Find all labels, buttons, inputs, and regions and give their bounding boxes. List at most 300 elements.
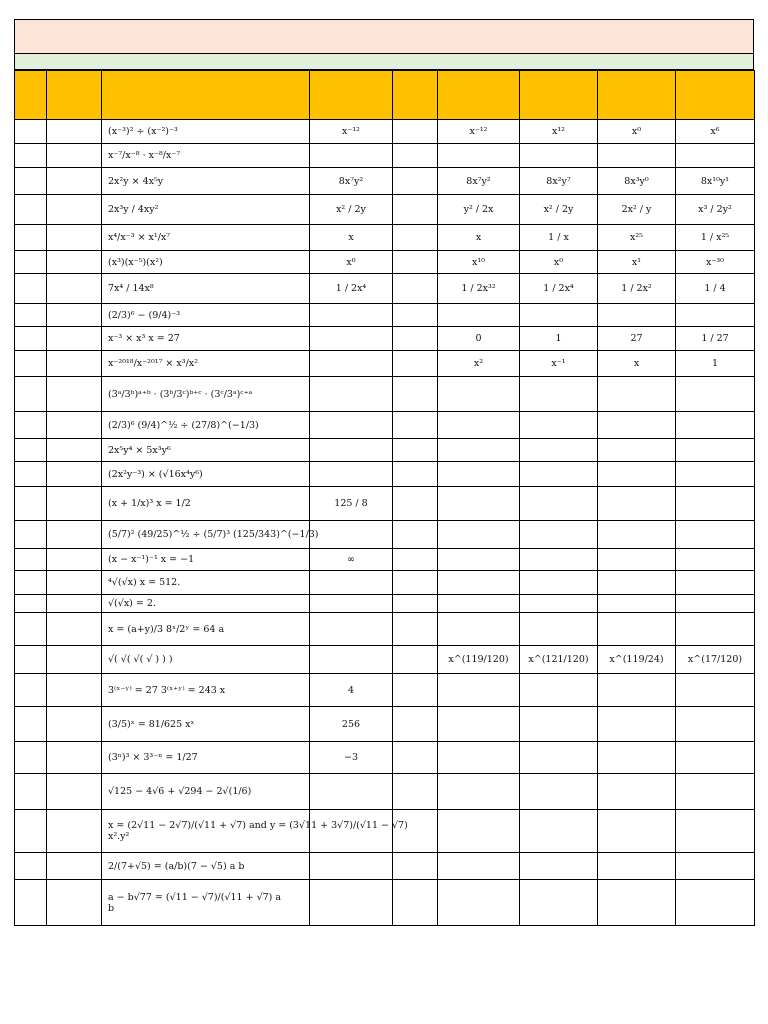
- answer-cell: [310, 571, 393, 595]
- option-c-cell: [598, 521, 676, 549]
- question-cell: [102, 595, 310, 613]
- table-row: [15, 742, 755, 774]
- option-b-cell: [520, 742, 598, 774]
- question-cell: [102, 571, 310, 595]
- option-a-cell: [438, 613, 520, 646]
- option-a-cell: [438, 707, 520, 742]
- blank-cell: [393, 195, 438, 225]
- option-c-cell: [598, 853, 676, 880]
- question-text: √( √( √( √ ) ) ): [108, 654, 173, 665]
- option-a-cell: [438, 377, 520, 412]
- option-a-cell: [438, 462, 520, 487]
- table-row: [15, 853, 755, 880]
- serial-cell: [15, 613, 47, 646]
- question-cell: [102, 521, 319, 549]
- option-b-cell: [520, 707, 598, 742]
- question-text: x = (2√11 − 2√7)/(√11 + √7) and y = (3√11 + 3√7)/(√11 − √7): [108, 820, 408, 831]
- serial-cell: [15, 774, 47, 810]
- option-a-cell: [438, 412, 520, 439]
- question-text: 3⁽ˣ⁻ʸ⁾ = 27 3⁽ˣ⁺ʸ⁾ = 243 x: [108, 684, 226, 696]
- serial-cell: [15, 327, 47, 351]
- option-d-cell: [676, 549, 755, 571]
- question-text: 2x²y × 4x⁵y: [108, 175, 164, 187]
- option-d-cell: 1: [676, 351, 755, 377]
- blank-cell: [47, 377, 102, 412]
- blank-cell: [47, 613, 102, 646]
- blank-cell: [47, 439, 102, 462]
- option-d-cell: [676, 439, 755, 462]
- option-a-cell: 1 / 2x³²: [438, 274, 520, 304]
- option-b-cell: [520, 377, 598, 412]
- blank-cell: [47, 195, 102, 225]
- option-a-cell: [438, 439, 520, 462]
- blank-cell: [393, 742, 438, 774]
- option-c-cell: [598, 880, 676, 926]
- question-cell: [102, 487, 310, 521]
- question-cell: [102, 439, 310, 462]
- option-a-cell: x^(119/120): [438, 646, 520, 674]
- question-cell: [102, 274, 310, 304]
- question-text: (x + 1/x)³ x = 1/2: [108, 498, 191, 509]
- serial-cell: [15, 195, 47, 225]
- option-d-cell: [676, 853, 755, 880]
- serial-cell: [15, 225, 47, 251]
- header-cell: [676, 71, 755, 120]
- serial-cell: [15, 304, 47, 327]
- option-b-cell: [520, 549, 598, 571]
- header-row: [15, 71, 755, 120]
- table-row: [15, 251, 755, 274]
- blank-cell: [393, 251, 438, 274]
- option-b-cell: [520, 521, 598, 549]
- blank-cell: [47, 462, 102, 487]
- option-c-cell: [598, 462, 676, 487]
- serial-cell: [15, 595, 47, 613]
- answer-cell: 1 / 2x⁴: [310, 274, 393, 304]
- table-row: [15, 707, 755, 742]
- option-c-cell: [598, 742, 676, 774]
- option-b-cell: x^(121/120): [520, 646, 598, 674]
- serial-cell: [15, 487, 47, 521]
- header-cell: [310, 71, 393, 120]
- option-c-cell: x⁰: [598, 120, 676, 144]
- answer-cell: [310, 304, 393, 327]
- option-a-cell: [438, 595, 520, 613]
- serial-cell: [15, 274, 47, 304]
- option-d-cell: 8x¹⁰y¹: [676, 168, 755, 195]
- question-cell: [102, 377, 310, 412]
- header-cell: [598, 71, 676, 120]
- serial-cell: [15, 810, 47, 853]
- table-row: [15, 613, 755, 646]
- blank-cell: [47, 120, 102, 144]
- answer-cell: [310, 439, 393, 462]
- option-b-cell: [520, 571, 598, 595]
- blank-cell: [393, 439, 438, 462]
- table-row: [15, 377, 755, 412]
- option-c-cell: x^(119/24): [598, 646, 676, 674]
- option-a-cell: [438, 144, 520, 168]
- option-d-cell: [676, 880, 755, 926]
- blank-cell: [393, 774, 438, 810]
- question-cell: [102, 304, 310, 327]
- serial-cell: [15, 251, 47, 274]
- option-a-cell: [438, 521, 520, 549]
- option-a-cell: 0: [438, 327, 520, 351]
- option-a-cell: [438, 742, 520, 774]
- option-d-cell: [676, 521, 755, 549]
- question-cell: [102, 462, 310, 487]
- blank-cell: [47, 274, 102, 304]
- blank-cell: [393, 707, 438, 742]
- blank-cell: [393, 304, 438, 327]
- answer-cell: [310, 144, 393, 168]
- table-row: [15, 195, 755, 225]
- table-row: [15, 549, 755, 571]
- question-text: √(√x) = 2.: [108, 598, 156, 609]
- option-a-cell: [438, 487, 520, 521]
- serial-cell: [15, 439, 47, 462]
- option-d-cell: [676, 412, 755, 439]
- table-row: [15, 521, 755, 549]
- option-a-cell: [438, 774, 520, 810]
- answer-cell: [310, 327, 393, 351]
- answer-cell: [310, 810, 393, 853]
- table-row: [15, 810, 755, 853]
- answer-cell: −3: [310, 742, 393, 774]
- question-cell: [102, 880, 310, 926]
- option-a-cell: [438, 810, 520, 853]
- blank-cell: [47, 810, 102, 853]
- question-cell: [102, 674, 310, 707]
- option-d-cell: [676, 674, 755, 707]
- serial-cell: [15, 462, 47, 487]
- option-d-cell: [676, 462, 755, 487]
- question-text: 2/(7+√5) = (a/b)(7 − √5) a b: [108, 860, 245, 872]
- option-b-cell: [520, 462, 598, 487]
- option-d-cell: [676, 810, 755, 853]
- answer-cell: [310, 351, 393, 377]
- title-band: [14, 19, 754, 54]
- question-text: (x³)(x⁻⁵)(x²): [108, 256, 163, 268]
- answer-cell: [310, 880, 393, 926]
- table-row: [15, 439, 755, 462]
- option-c-cell: [598, 304, 676, 327]
- option-b-cell: [520, 412, 598, 439]
- blank-cell: [47, 853, 102, 880]
- option-b-cell: 1: [520, 327, 598, 351]
- table-row: [15, 120, 755, 144]
- blank-cell: [47, 304, 102, 327]
- answer-cell: x² / 2y: [310, 195, 393, 225]
- option-d-cell: [676, 595, 755, 613]
- question-cell: [102, 742, 310, 774]
- question-text: (x − x⁻¹)⁻¹ x = −1: [108, 554, 195, 565]
- header-cell: [393, 71, 438, 120]
- blank-cell: [47, 571, 102, 595]
- answer-cell: [310, 595, 393, 613]
- option-b-cell: [520, 487, 598, 521]
- serial-cell: [15, 168, 47, 195]
- option-c-cell: [598, 810, 676, 853]
- table-row: [15, 274, 755, 304]
- option-d-cell: [676, 377, 755, 412]
- answer-cell: [310, 613, 393, 646]
- option-c-cell: [598, 595, 676, 613]
- question-text-line2: x².y²: [108, 831, 130, 842]
- option-c-cell: [598, 571, 676, 595]
- option-c-cell: [598, 707, 676, 742]
- option-c-cell: [598, 774, 676, 810]
- serial-cell: [15, 377, 47, 412]
- question-cell: [102, 412, 310, 439]
- option-a-cell: [438, 880, 520, 926]
- question-cell: [102, 195, 310, 225]
- question-text: 2x⁵y⁴ × 5x³y⁶: [108, 444, 171, 456]
- serial-cell: [15, 880, 47, 926]
- option-c-cell: x: [598, 351, 676, 377]
- blank-cell: [47, 168, 102, 195]
- option-b-cell: 1 / 2x⁴: [520, 274, 598, 304]
- option-a-cell: [438, 571, 520, 595]
- question-text: √125 − 4√6 + √294 − 2√(1/6): [108, 786, 252, 797]
- blank-cell: [393, 674, 438, 707]
- answer-cell: 125 / 8: [310, 487, 393, 521]
- option-c-cell: 8x³y⁰: [598, 168, 676, 195]
- serial-cell: [15, 853, 47, 880]
- option-c-cell: [598, 674, 676, 707]
- question-cell: [102, 853, 310, 880]
- blank-cell: [393, 880, 438, 926]
- option-a-cell: 8x⁷y²: [438, 168, 520, 195]
- option-a-cell: x: [438, 225, 520, 251]
- option-b-cell: [520, 304, 598, 327]
- option-d-cell: [676, 304, 755, 327]
- option-b-cell: [520, 880, 598, 926]
- blank-cell: [393, 377, 438, 412]
- option-c-cell: [598, 487, 676, 521]
- question-cell: [102, 168, 310, 195]
- option-a-cell: [438, 549, 520, 571]
- question-cell: [102, 774, 310, 810]
- option-c-cell: 1 / 2x²: [598, 274, 676, 304]
- table-row: [15, 571, 755, 595]
- serial-cell: [15, 742, 47, 774]
- answer-cell: [310, 462, 393, 487]
- question-text: (2x²y⁻³) × (√16x⁴y⁶): [108, 468, 203, 480]
- option-a-cell: x⁻¹²: [438, 120, 520, 144]
- serial-cell: [15, 571, 47, 595]
- question-text: ⁴√(√x) x = 512.: [108, 577, 181, 588]
- blank-cell: [393, 853, 438, 880]
- exponents-table: [14, 70, 755, 926]
- option-d-cell: [676, 487, 755, 521]
- option-d-cell: [676, 144, 755, 168]
- blank-cell: [393, 810, 438, 853]
- option-c-cell: x²⁵: [598, 225, 676, 251]
- serial-cell: [15, 521, 47, 549]
- option-c-cell: [598, 613, 676, 646]
- header-cell: [15, 71, 47, 120]
- blank-cell: [393, 487, 438, 521]
- option-d-cell: 1 / 27: [676, 327, 755, 351]
- option-b-cell: [520, 144, 598, 168]
- blank-cell: [47, 646, 102, 674]
- option-d-cell: [676, 707, 755, 742]
- option-b-cell: 1 / x: [520, 225, 598, 251]
- option-b-cell: x⁰: [520, 251, 598, 274]
- answer-cell: ∞: [310, 549, 393, 571]
- blank-cell: [47, 707, 102, 742]
- question-cell: [102, 327, 310, 351]
- blank-cell: [47, 327, 102, 351]
- option-c-cell: [598, 377, 676, 412]
- question-text: x⁴/x⁻³ × x¹/x⁷: [108, 232, 171, 243]
- option-b-cell: [520, 674, 598, 707]
- question-text: 2x³y / 4xy²: [108, 204, 159, 215]
- header-cell: [102, 71, 310, 120]
- table-row: [15, 880, 755, 926]
- option-a-cell: y² / 2x: [438, 195, 520, 225]
- blank-cell: [393, 144, 438, 168]
- blank-cell: [393, 225, 438, 251]
- question-text: (5/7)² (49/25)^½ ÷ (5/7)³ (125/343)^(−1/3): [108, 529, 319, 540]
- header-cell: [438, 71, 520, 120]
- question-text: (x⁻³)² ÷ (x⁻²)⁻³: [108, 126, 178, 137]
- question-text: x⁻³ × x³ x = 27: [108, 333, 180, 344]
- option-b-cell: [520, 853, 598, 880]
- option-b-cell: [520, 774, 598, 810]
- serial-cell: [15, 351, 47, 377]
- blank-cell: [393, 613, 438, 646]
- option-a-cell: [438, 304, 520, 327]
- option-d-cell: x^(17/120): [676, 646, 755, 674]
- option-d-cell: x³ / 2y²: [676, 195, 755, 225]
- answer-cell: [310, 646, 393, 674]
- blank-cell: [47, 251, 102, 274]
- option-a-cell: [438, 853, 520, 880]
- serial-cell: [15, 707, 47, 742]
- option-b-cell: [520, 595, 598, 613]
- option-c-cell: x¹: [598, 251, 676, 274]
- option-a-cell: x¹⁰: [438, 251, 520, 274]
- option-a-cell: [438, 674, 520, 707]
- answer-cell: [310, 853, 393, 880]
- question-cell: [102, 810, 408, 853]
- answer-cell: [310, 521, 393, 549]
- blank-cell: [47, 487, 102, 521]
- table-row: [15, 144, 755, 168]
- option-b-cell: [520, 613, 598, 646]
- table-row: [15, 646, 755, 674]
- table-row: [15, 412, 755, 439]
- option-d-cell: 1 / x²⁵: [676, 225, 755, 251]
- blank-cell: [47, 549, 102, 571]
- option-d-cell: [676, 742, 755, 774]
- question-text-line2: b: [108, 902, 115, 914]
- worksheet: [14, 19, 754, 926]
- answer-cell: [310, 377, 393, 412]
- blank-cell: [393, 120, 438, 144]
- option-d-cell: [676, 613, 755, 646]
- blank-cell: [47, 351, 102, 377]
- serial-cell: [15, 646, 47, 674]
- blank-cell: [47, 225, 102, 251]
- serial-cell: [15, 144, 47, 168]
- subtitle-band: [14, 54, 754, 70]
- question-text: (3/5)ˣ = 81/625 xˣ: [108, 718, 195, 730]
- answer-cell: x: [310, 225, 393, 251]
- blank-cell: [393, 412, 438, 439]
- table-row: [15, 351, 755, 377]
- serial-cell: [15, 412, 47, 439]
- option-c-cell: 27: [598, 327, 676, 351]
- option-c-cell: [598, 144, 676, 168]
- blank-cell: [393, 327, 438, 351]
- answer-cell: x⁻¹²: [310, 120, 393, 144]
- blank-cell: [393, 549, 438, 571]
- blank-cell: [47, 742, 102, 774]
- option-b-cell: x² / 2y: [520, 195, 598, 225]
- answer-cell: [310, 412, 393, 439]
- answer-cell: x⁰: [310, 251, 393, 274]
- table-row: [15, 462, 755, 487]
- table-row: [15, 487, 755, 521]
- question-cell: [102, 144, 310, 168]
- question-text: (3ⁿ)³ × 3³⁻ⁿ = 1/27: [108, 752, 198, 763]
- blank-cell: [47, 521, 102, 549]
- answer-cell: 256: [310, 707, 393, 742]
- answer-cell: 4: [310, 674, 393, 707]
- table-row: [15, 225, 755, 251]
- blank-cell: [47, 674, 102, 707]
- option-d-cell: x⁶: [676, 120, 755, 144]
- table-row: [15, 304, 755, 327]
- question-cell: [102, 549, 310, 571]
- option-b-cell: x⁻¹: [520, 351, 598, 377]
- option-b-cell: 8x²y⁷: [520, 168, 598, 195]
- blank-cell: [393, 595, 438, 613]
- option-b-cell: [520, 439, 598, 462]
- blank-cell: [47, 144, 102, 168]
- blank-cell: [47, 412, 102, 439]
- option-a-cell: x²: [438, 351, 520, 377]
- header-cell: [520, 71, 598, 120]
- blank-cell: [393, 646, 438, 674]
- question-text: (2/3)⁶ (9/4)^½ ÷ (27/8)^(−1/3): [108, 419, 259, 431]
- question-cell: [102, 351, 310, 377]
- option-c-cell: [598, 412, 676, 439]
- option-c-cell: [598, 549, 676, 571]
- answer-cell: 8x⁷y²: [310, 168, 393, 195]
- blank-cell: [393, 571, 438, 595]
- question-cell: [102, 251, 310, 274]
- question-cell: [102, 646, 310, 674]
- question-text: x = (a+y)/3 8ˣ/2ʸ = 64 a: [108, 623, 225, 635]
- table-row: [15, 595, 755, 613]
- header-cell: [47, 71, 102, 120]
- question-cell: [102, 613, 310, 646]
- table-row: [15, 168, 755, 195]
- blank-cell: [393, 462, 438, 487]
- question-text: x⁻⁷/x⁻⁸ · x⁻⁸/x⁻⁷: [108, 150, 181, 161]
- blank-cell: [47, 880, 102, 926]
- blank-cell: [393, 521, 438, 549]
- serial-cell: [15, 674, 47, 707]
- answer-cell: [310, 774, 393, 810]
- option-d-cell: 1 / 4: [676, 274, 755, 304]
- option-b-cell: x¹²: [520, 120, 598, 144]
